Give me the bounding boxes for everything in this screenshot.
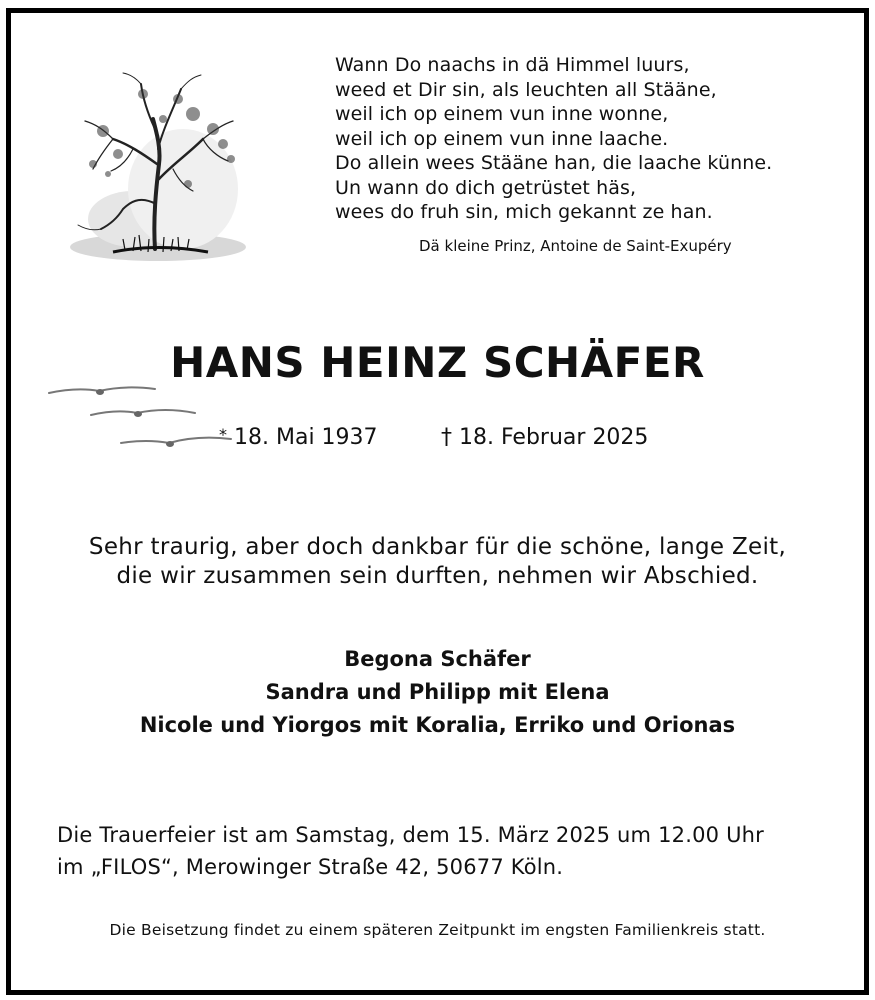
poem-line: weil ich op einem vun inne laache. — [335, 127, 669, 150]
service-line: im „FILOS“, Merowinger Straße 42, 50677 Köln. — [57, 855, 564, 879]
tree-illustration-icon — [63, 69, 253, 269]
deceased-name: HANS HEINZ SCHÄFER — [170, 338, 705, 387]
condolence-line: die wir zusammen sein durften, nehmen wir Abschied. — [116, 563, 759, 589]
poem-line: wees do fruh sin, mich gekannt ze han. — [335, 201, 713, 223]
condolence-text — [11, 533, 864, 591]
family-member: Sandra und Philipp mit Elena — [265, 680, 610, 704]
service-line: Die Trauerfeier ist am Samstag, dem 15. März 2025 um 12.00 Uhr — [57, 823, 764, 847]
death-date — [441, 425, 648, 450]
condolence-line: Sehr traurig, aber doch dankbar für die schöne, lange Zeit, — [88, 534, 787, 560]
family-members — [11, 643, 864, 742]
poem-line: Do allein wees Stääne han, die laache künne. — [335, 152, 773, 174]
poem-line: Un wann do dich getrüstet häs, — [335, 176, 637, 199]
funeral-service-info — [57, 819, 837, 883]
poem — [335, 53, 835, 225]
poem-attribution: Dä kleine Prinz, Antoine de Saint-Exupéry — [419, 237, 732, 255]
family-member: Nicole und Yiorgos mit Koralia, Erriko und Orionas — [139, 713, 736, 737]
flying-birds-icon — [47, 377, 247, 467]
birth-date — [219, 425, 378, 450]
poem-line: weil ich op einem vun inne wonne, — [335, 103, 669, 125]
family-member: Begona Schäfer — [344, 647, 531, 671]
birth-date-text: 18. Mai 1937 — [234, 425, 378, 450]
burial-note: Die Beisetzung findet zu einem späteren Zeitpunkt im engsten Familienkreis statt. — [109, 921, 766, 939]
poem-line: weed et Dir sin, als leuchten all Stääne, — [335, 78, 717, 101]
death-date-text: 18. Februar 2025 — [459, 425, 649, 450]
birth-symbol: * — [219, 425, 227, 444]
obituary-page — [11, 13, 864, 990]
poem-line: Wann Do naachs in dä Himmel luurs, — [335, 54, 690, 76]
death-symbol: † — [441, 425, 452, 450]
obituary-frame — [6, 8, 869, 995]
